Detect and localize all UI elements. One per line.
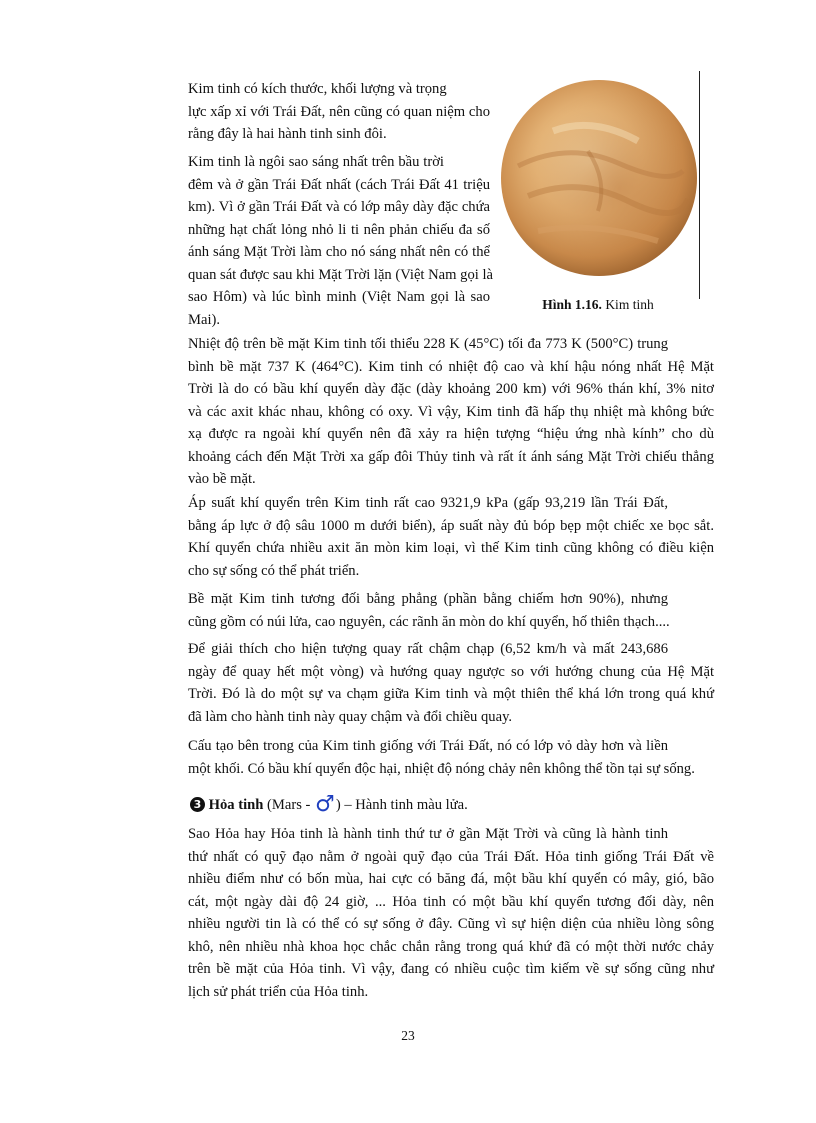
venus-image bbox=[498, 71, 698, 281]
text-line: bình bề mặt 737 K (464°C). Kim tinh có nhiệt độ cao và khí hậu nóng nhất Hệ Mặt bbox=[188, 358, 714, 375]
paragraph-venus-surface bbox=[142, 588, 714, 633]
section-heading-mars bbox=[190, 792, 468, 817]
text-line: cũng gồm có núi lửa, cao nguyên, các rãnh ăn mòn do khí quyển, hố thiên thạch.... bbox=[188, 613, 670, 630]
text-line: cho sự sống có thể phát triển. bbox=[188, 562, 360, 579]
text-line: ánh sáng Mặt Trời làm cho nó sáng nhất nên có thể bbox=[188, 244, 490, 260]
paragraph-venus-temperature bbox=[142, 333, 714, 491]
text-line: Khí quyển chứa nhiều axit ăn mòn kim loại, vì thế Kim tinh cũng không có điều kiện bbox=[188, 540, 714, 556]
venus-figure bbox=[498, 71, 700, 312]
text-line: Trời. Đó là do một sự va chạm giữa Kim tinh và một thiên thể khá lớn trong quá khứ bbox=[188, 686, 714, 702]
text-line: nhiều người tin là có thể có sự sống ở đây. Cũng vì sự hiện diện của nhiều lòng sông bbox=[188, 916, 714, 932]
figure-caption-text: Kim tinh bbox=[601, 297, 654, 312]
venus-planet-icon bbox=[498, 71, 698, 281]
paragraph-venus-brightness bbox=[142, 151, 493, 331]
text-line: Áp suất khí quyển trên Kim tinh rất cao 9321,9 kPa (gấp 93,219 lần Trái Đất, bbox=[188, 495, 668, 511]
text-line: lịch sử phát triển của Hỏa tinh. bbox=[188, 983, 369, 1000]
text-line: Kim tinh có kích thước, khối lượng và trọng bbox=[188, 81, 447, 97]
text-line: khô, nên nhiều nhà khoa học chắc chắn rằng trong quá khứ đã có một thời nước chảy bbox=[188, 938, 714, 955]
page-number: 23 bbox=[401, 1028, 415, 1043]
text-line: vào bề mặt. bbox=[188, 471, 256, 487]
text-line: bằng áp lực ở độ sâu 1000 m dưới biển), áp suất này đủ bóp bẹp một chiếc xe bọc sắt. bbox=[188, 517, 714, 534]
figure-caption bbox=[498, 297, 698, 313]
text-line: Sao Hỏa hay Hỏa tinh là hành tinh thứ tư ở gần Mặt Trời và cũng là hành tinh bbox=[188, 826, 668, 842]
paragraph-venus-size bbox=[142, 78, 490, 146]
paragraph-venus-rotation bbox=[142, 638, 714, 728]
section-title: Hỏa tinh bbox=[208, 797, 264, 813]
text-line: đã làm cho hành tinh này quay chậm và đổi chiều quay. bbox=[188, 708, 513, 725]
text-line: nhiều điểm như có bốn mùa, hai cực có băng đá, một bầu khí quyển có mây, gió, bão bbox=[188, 871, 714, 887]
text-line: một khối. Có bầu khí quyển độc hại, nhiệt độ nóng chảy nên không thể tồn tại sự sống. bbox=[188, 760, 695, 777]
text-line: rằng đây là hai hành tinh sinh đôi. bbox=[188, 126, 387, 142]
text-line: và các axit khác nhau, không có oxy. Vì vậy, Kim tinh đã hấp thụ nhiệt mà không bức bbox=[188, 403, 714, 420]
text-line: Cấu tạo bên trong của Kim tinh giống với Trái Đất, nó có lớp vỏ dày hơn và liền bbox=[188, 738, 668, 754]
text-line: km). Vì ở gần Trái Đất và có lớp mây dày đặc chứa bbox=[188, 199, 490, 215]
figure-label: Hình 1.16. bbox=[542, 297, 602, 312]
text-line: những hạt chất lỏng nhỏ li ti nên phản chiếu đa số bbox=[188, 221, 490, 238]
text-line: Kim tinh là ngôi sao sáng nhất trên bầu trời bbox=[188, 154, 444, 170]
text-line: quan sát được sau khi Mặt Trời lặn (Việt Nam gọi là bbox=[188, 266, 493, 283]
text-line: cát, một ngày dài độ 24 giờ, ... Hỏa tinh có một bầu khí quyển tương đối dày, nên bbox=[188, 893, 714, 910]
text-line: khoảng cách đến Mặt Trời xa gấp đôi Thủy tinh và rất ít ánh sáng Mặt Trời chiếu thẳng bbox=[188, 448, 714, 465]
text-line: sao Hôm) và lúc bình minh (Việt Nam gọi là sao bbox=[188, 289, 490, 305]
paragraph-venus-structure bbox=[142, 735, 714, 780]
text-line: thứ nhất có quỹ đạo nằm ở ngoài quỹ đạo của Trái Đất. Hỏa tinh giống Trái Đất về bbox=[188, 848, 714, 865]
mars-symbol-icon: ♂ bbox=[315, 792, 335, 817]
text-line: Bề mặt Kim tinh tương đối bằng phẳng (phần bằng chiếm hơn 90%), nhưng bbox=[188, 591, 668, 607]
figure-divider bbox=[699, 71, 700, 299]
text-line: đêm và ở gần Trái Đất nhất (cách Trái Đất 41 triệu bbox=[188, 176, 490, 193]
paragraph-venus-pressure bbox=[142, 492, 714, 582]
text-line: ngày để quay hết một vòng) và hướng quay ngược so với hướng chung của Hệ Mặt bbox=[188, 663, 714, 680]
section-subtitle-open: (Mars - bbox=[263, 797, 315, 813]
text-line: Mai). bbox=[188, 311, 221, 328]
text-line: xạ được ra ngoài khí quyển nên đã xảy ra hiện tượng “hiệu ứng nhà kính” cho dù bbox=[188, 426, 714, 442]
text-line: Trời là do có bầu khí quyển dày đặc (dày khoảng 200 km) với 96% thán khí, 3% nitơ bbox=[188, 381, 714, 397]
text-line: trên bề mặt của Hỏa tinh. Vì vậy, đang có nhiều cuộc tìm kiếm về sự sống cũng như bbox=[188, 961, 714, 977]
text-line: Để giải thích cho hiện tượng quay rất chậm chạp (6,52 km/h và mất 243,686 bbox=[188, 641, 668, 657]
section-subtitle-close: ) – Hành tinh màu lửa. bbox=[335, 797, 468, 813]
paragraph-mars-intro bbox=[142, 823, 714, 1003]
text-line: lực xấp xỉ với Trái Đất, nên cũng có quan niệm cho bbox=[188, 103, 490, 120]
section-number-badge: 3 bbox=[190, 797, 205, 812]
text-line: Nhiệt độ trên bề mặt Kim tinh tối thiểu 228 K (45°C) tối đa 773 K (500°C) trung bbox=[188, 336, 668, 352]
